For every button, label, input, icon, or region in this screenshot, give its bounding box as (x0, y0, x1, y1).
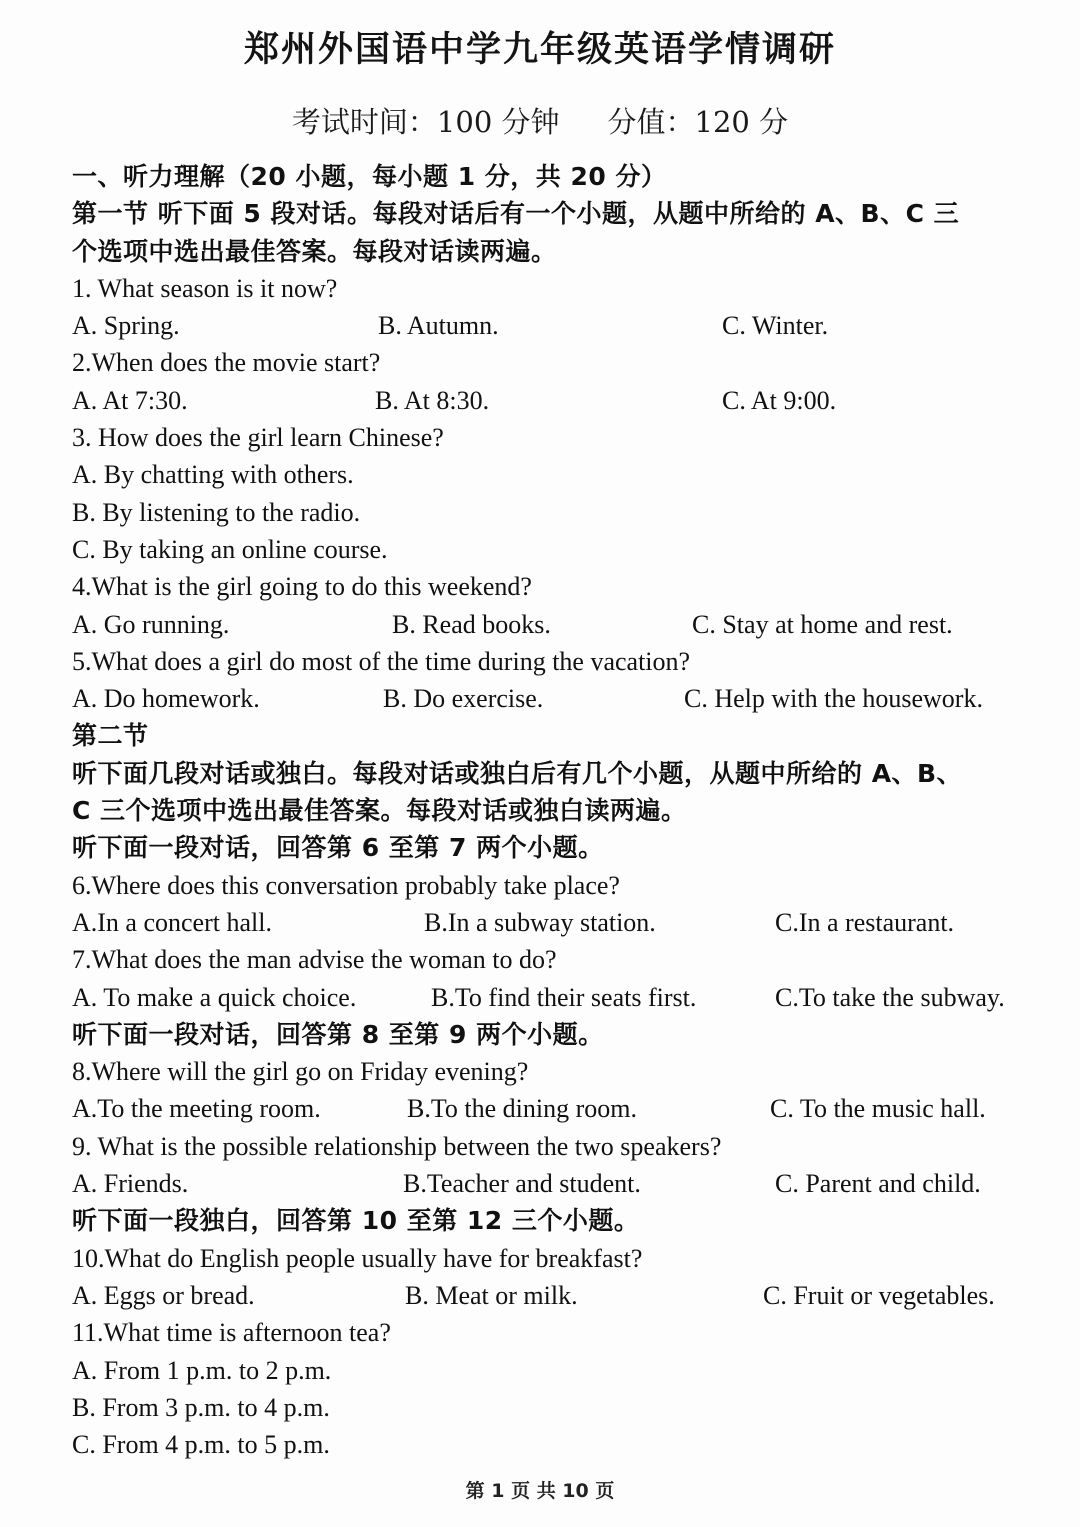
option-c: C. Stay at home and rest. (692, 609, 953, 639)
dialogue-instruction: 听下面一段对话，回答第 6 至第 7 两个小题。 (72, 833, 604, 863)
question-stem: 10.What do English people usually have for breakfast? (72, 1243, 643, 1273)
part2-heading: 第二节 (72, 721, 149, 751)
question-stem: 8.Where will the girl go on Friday evening? (72, 1057, 529, 1087)
option-c: C.In a restaurant. (775, 907, 955, 937)
question-options (72, 1090, 1042, 1127)
option-b: B. Autumn. (378, 311, 499, 341)
option-c: C. Help with the housework. (684, 684, 983, 714)
dialogue-instruction: 听下面一段对话，回答第 8 至第 9 两个小题。 (72, 1019, 604, 1049)
option-b: B.In a subway station. (424, 907, 656, 937)
option-a: A.In a concert hall. (72, 907, 272, 937)
question-options (72, 680, 1042, 717)
exam-score: 分值：120 分 (607, 105, 789, 139)
part1-instruction-line2: 个选项中选出最佳答案。每段对话读两遍。 (72, 236, 557, 266)
option-a: A. To make a quick choice. (72, 982, 357, 1012)
option-c: C. Fruit or vegetables. (763, 1280, 995, 1310)
question-stem: 4.What is the girl going to do this weekend? (72, 572, 532, 602)
question-options (72, 904, 1042, 941)
monologue-instruction: 听下面一段独白，回答第 10 至第 12 三个小题。 (72, 1206, 640, 1236)
question-stem: 6.Where does this conversation probably take place? (72, 870, 620, 900)
exam-info (0, 100, 1080, 141)
page-number: 第 1 页 共 10 页 (465, 1480, 615, 1502)
question-options (72, 1277, 1042, 1314)
option-b: B. By listening to the radio. (72, 497, 361, 527)
option-a: A. By chatting with others. (72, 460, 354, 490)
part2-instruction-line1: 听下面几段对话或独白。每段对话或独白后有几个小题，从题中所给的 A、B、 (72, 758, 963, 788)
page-title: 郑州外国语中学九年级英语学情调研 (243, 30, 836, 70)
part1-instruction-line1: 第一节 听下面 5 段对话。每段对话后有一个小题，从题中所给的 A、B、C 三 (72, 199, 960, 229)
section-heading: 一、听力理解（20 小题，每小题 1 分，共 20 分） (72, 162, 667, 191)
option-a: A. At 7:30. (72, 385, 188, 415)
option-a: A. Spring. (72, 311, 180, 341)
option-a: A. Go running. (72, 609, 230, 639)
option-c: C. At 9:00. (722, 385, 837, 415)
option-c: C. Parent and child. (775, 1169, 981, 1199)
option-a: A. Friends. (72, 1169, 189, 1199)
question-stem: 9. What is the possible relationship between the two speakers? (72, 1131, 722, 1161)
option-b: B. Do exercise. (383, 684, 544, 714)
question-options (72, 1165, 1042, 1202)
question-options (72, 307, 1042, 344)
option-a: A. From 1 p.m. to 2 p.m. (72, 1355, 332, 1385)
question-stem: 7.What does the man advise the woman to do? (72, 945, 557, 975)
option-a: A. Eggs or bread. (72, 1280, 255, 1310)
question-stem: 3. How does the girl learn Chinese? (72, 423, 444, 453)
question-options (72, 606, 1042, 643)
option-b: B. At 8:30. (375, 385, 490, 415)
option-c: C. From 4 p.m. to 5 p.m. (72, 1430, 330, 1460)
question-stem: 1. What season is it now? (72, 273, 338, 303)
option-c: C. By taking an online course. (72, 534, 388, 564)
option-c: C. Winter. (722, 311, 829, 341)
option-b: B. Read books. (392, 609, 551, 639)
option-c: C.To take the subway. (775, 982, 1005, 1012)
question-stem: 5.What does a girl do most of the time during the vacation? (72, 646, 691, 676)
question-stem: 11.What time is afternoon tea? (72, 1318, 391, 1348)
option-b: B.To the dining room. (407, 1094, 638, 1124)
exam-body (72, 158, 1042, 1463)
option-a: A.To the meeting room. (72, 1094, 321, 1124)
option-a: A. Do homework. (72, 684, 260, 714)
part2-instruction-line2: C 三个选项中选出最佳答案。每段对话或独白读两遍。 (72, 796, 687, 826)
question-stem: 2.When does the movie start? (72, 348, 381, 378)
option-b: B. Meat or milk. (405, 1280, 578, 1310)
option-c: C. To the music hall. (770, 1094, 986, 1124)
option-b: B. From 3 p.m. to 4 p.m. (72, 1392, 330, 1422)
question-options (72, 382, 1042, 419)
option-b: B.To find their seats first. (431, 982, 697, 1012)
exam-time: 考试时间：100 分钟 (291, 105, 560, 139)
option-b: B.Teacher and student. (403, 1169, 641, 1199)
question-options (72, 979, 1042, 1016)
